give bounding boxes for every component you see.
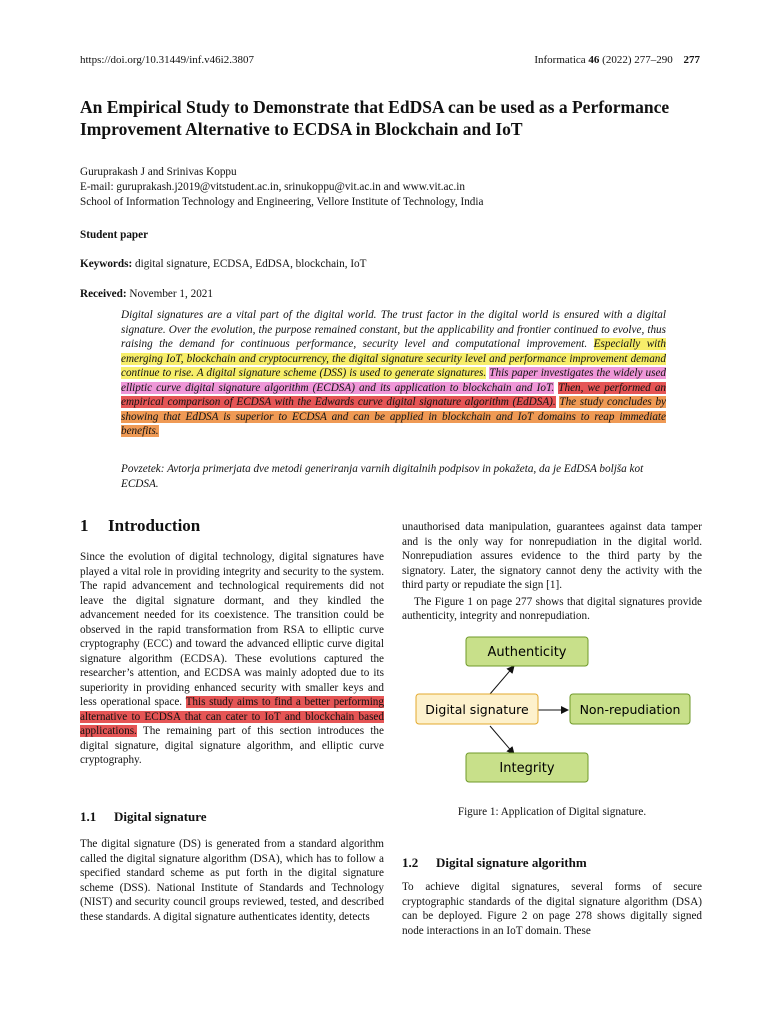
page-number: 277 [683, 54, 700, 66]
author-block [80, 165, 710, 210]
abstract-highlight-pink: This paper investigates the widely used elliptic curve digital signature algorithm (ECDSA) and its application to blockchain and IoT. [121, 367, 667, 394]
received [80, 287, 213, 302]
paper-title-line1: An Empirical Study to Demonstrate that EdDSA can be used as a Performance [80, 97, 670, 117]
dsa-paragraph: To achieve digital signatures, several forms of secure cryptographic standards of the digital signature algorithm (DSA) can be deployed. Figure 2 on page 278 shows digitally signed node interactions in an IoT domain. These [402, 881, 702, 937]
affiliation: School of Information Technology and Engineering, Vellore Institute of Technology, India [80, 196, 484, 208]
paper-type: Student paper [80, 229, 149, 241]
journal-name: Informatica [534, 54, 586, 66]
abstract-plain: Digital signatures are a vital part of the digital world. The trust factor in the digital world is ensured with a digital signature. Over the evolution, the purpose remained constant, but the applicability and frontier continued to evolve, thus raising the demand for continuous performance, security level and computational improvement. [121, 309, 666, 350]
journal-volume: 46 [588, 54, 600, 66]
figure-1-caption: Figure 1: Application of Digital signature. [457, 806, 647, 818]
non-repudiation-label: Non-repudiation [579, 702, 681, 717]
journal-year-pages: (2022) 277–290 [602, 54, 673, 66]
authenticity-label: Authenticity [487, 645, 567, 660]
authors: Guruprakash J and Srinivas Koppu [80, 166, 237, 178]
paper-title [80, 96, 710, 140]
paper-title-line2: Improvement Alternative to ECDSA in Blockchain and IoT [80, 119, 523, 139]
section-title: Introduction [108, 516, 201, 535]
abstract [121, 308, 666, 439]
email: E-mail: guruprakash.j2019@vitstudent.ac.in, srinukoppu@vit.ac.in and www.vit.ac.in [80, 181, 465, 193]
doi-link[interactable]: https://doi.org/10.31449/inf.v46i2.3807 [80, 54, 254, 66]
subsection-heading-dsa: 1.2 Digital signature algorithm [402, 855, 587, 870]
arrow-to-authenticity [490, 666, 514, 694]
received-date: November 1, 2021 [129, 288, 213, 300]
abstract-highlight-red: Then, we performed an empirical comparison of ECDSA with the Edwards curve digital signature algorithm (EdDSA). [121, 381, 667, 408]
journal-header [516, 54, 700, 66]
keywords-label: Keywords: [80, 258, 133, 270]
section-heading-introduction [80, 516, 200, 536]
keywords [80, 257, 367, 272]
keywords-text: digital signature, ECDSA, EdDSA, blockchain, IoT [135, 258, 367, 270]
digital-signature-paragraph: The digital signature (DS) is generated from a standard algorithm called the digital signature algorithm (DSA), which has to follow a specified standard scheme as put forth in the digital signature scheme (DSS). National Institute of Standards and Technology (NIST) and security council groups reviewed, tested, and described these standards. A digital signature authenticates identity, detects [80, 838, 384, 923]
subsection-heading-digital-signature: 1.1 Digital signature [80, 809, 207, 824]
povzetek: Povzetek: Avtorja primerjata dve metodi generiranja varnih digitalnih podpisov in pokažeta, da je EdDSA boljša kot ECDSA. [121, 463, 644, 490]
intro-highlight-red: This study aims to find a better performing alternative to ECDSA that can cater to IoT and blockchain based applications. [80, 696, 384, 737]
abstract-highlight-yellow: Especially with emerging IoT, blockchain and cryptocurrency, the digital signature security level and performance improvement demand continue to rise. A digital signature scheme (DSS) is used to generate signatures. [121, 338, 666, 379]
figure-1-diagram [402, 630, 702, 790]
right-paragraph-1: unauthorised data manipulation, guarantees against data tamper and is the only way for nonrepudiation in the digital world. Nonrepudiation assures evidence to the third party by the signatory. Later, the signatory cannot deny the activity with the third party or repudiate the sign [1]. [402, 521, 702, 591]
right-column-text [402, 520, 702, 624]
digital-signature-label: Digital signature [425, 702, 529, 717]
right-paragraph-2: The Figure 1 on page 277 shows that digital signatures provide authenticity, integrity and nonrepudiation. [402, 595, 702, 622]
received-label: Received: [80, 288, 127, 300]
arrow-to-integrity [490, 726, 514, 754]
abstract-highlight-orange: The study concludes by showing that EdDSA is superior to ECDSA and can be applied in blockchain and IoT domains to reap immediate benefits. [121, 396, 666, 437]
integrity-label: Integrity [499, 761, 555, 776]
section-number: 1 [80, 516, 89, 535]
intro-paragraph: Since the evolution of digital technology, digital signatures have played a vital role in providing integrity and security to the system. The rapid advancement and technological requirements did not leave the digital signature dormant, and they kindled the advancement needed for its coexistence. The transition could be observed in the rapid transformation from RSA to elliptic curve cryptography (ECC) and toward the advanced elliptic curve digital signature algorithm (ECDSA). These evolutions captured the researcher’s attention, and ECDSA was mainly adopted due to its superiority in providing enhanced security with smaller keys and less operational space. This study aims to find a better performing alternative to ECDSA that can cater to IoT and blockchain based applications. The remaining part of this section introduces the digital signature, digital signature algorithm, and elliptic curve cryptography. [80, 551, 384, 766]
